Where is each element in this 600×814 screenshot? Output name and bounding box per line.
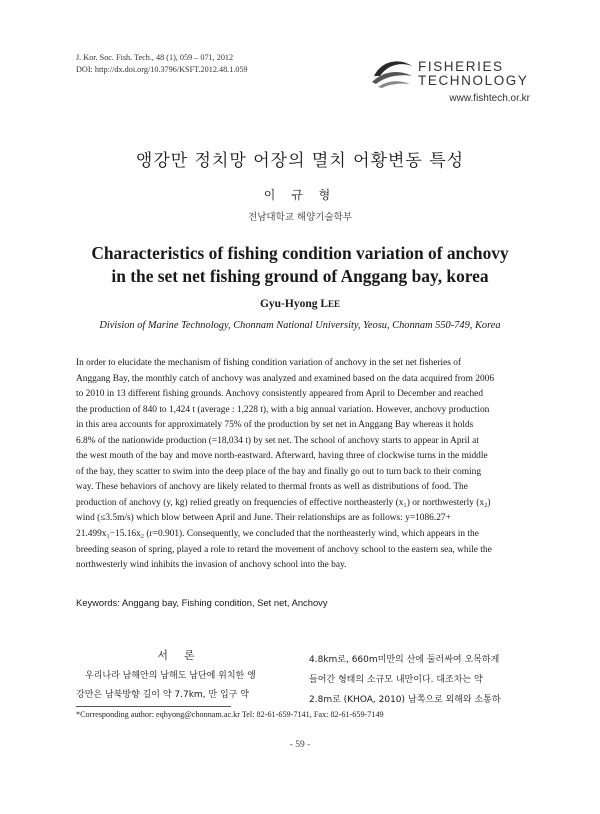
english-title-line-1: Characteristics of fishing condition variation of anchovy — [91, 243, 509, 263]
abstract-line: 6.8% of the nationwide production (=18,034 t) by set net. The school of anchovy starts to appear in April at — [76, 435, 479, 446]
author-family-initial: L — [320, 298, 329, 310]
abstract-line: Anggang Bay, the monthly catch of anchovy was analyzed and examined based on the data acquired from 2006 — [76, 373, 495, 384]
abstract — [76, 356, 525, 574]
english-title-line-2: in the set net fishing ground of Anggang bay, korea — [111, 266, 489, 286]
abstract-line: the west mouth of the bay and move north-eastward. Afterward, having three of clockwise turns in the middle — [76, 451, 488, 462]
english-affiliation: Division of Marine Technology, Chonnam National University, Yeosu, Chonnam 550-749, Korea — [99, 320, 501, 331]
journal-logo — [370, 54, 530, 110]
abstract-line: of the bay, they scatter to swim into the deep place of the bay and finally go out to turn back to their coming — [76, 466, 482, 477]
corresponding-author-footnote: *Corresponding author: eqhyong@chonnam.ac.kr Tel: 82-61-659-7141, Fax: 82-61-659-7149 — [76, 710, 384, 719]
keywords: Keywords: Anggang bay, Fishing condition, Set net, Anchovy — [76, 597, 328, 608]
journal-url[interactable]: www.fishtech.or.kr — [449, 93, 530, 104]
logo-line-2: TECHNOLOGY — [418, 73, 529, 88]
abstract-line: northwesterly wind inhibits the invasion of anchovy school into the bay. — [76, 560, 347, 571]
logo-line-1: FISHERIES — [418, 59, 504, 74]
korean-title: 앵강만 정치망 어장의 멸치 어황변동 특성 — [135, 151, 465, 171]
intro-paragraph-left — [76, 667, 292, 705]
intro-left-line: 우리나라 남해안의 남해도 남단에 위치한 앵 — [85, 671, 256, 681]
author-family-rest: EE — [328, 299, 341, 309]
abstract-line: wind (≤3.5m/s) which blow between April and June. Their relationships are as follows: y=1086.27+ — [76, 513, 451, 524]
abstract-line: In order to elucidate the mechanism of fishing condition variation of anchovy in the set net fisheries of — [76, 358, 462, 368]
intro-paragraph-right — [309, 650, 525, 710]
fish-wave-logo-icon — [370, 54, 414, 88]
korean-author: 이 규 형 — [263, 188, 337, 202]
english-title — [0, 242, 600, 288]
intro-right-column — [309, 650, 525, 710]
abstract-line: to 2010 in 13 different fishing grounds. Anchovy consistently appeared from April to December and reached — [76, 389, 484, 400]
intro-left-line: 강만은 남북방향 길이 약 7.7km, 만 입구 약 — [76, 690, 249, 700]
english-author — [0, 298, 600, 310]
logo-wordmark — [418, 60, 529, 88]
page-number: - 59 - — [289, 740, 311, 750]
journal-citation-block — [76, 52, 248, 75]
intro-right-line: 2.8m로 (KHOA, 2010) 남쪽으로 외해와 소통하 — [309, 695, 501, 705]
author-given-name: Gyu-Hyong — [259, 298, 321, 310]
journal-citation: J. Kor. Soc. Fish. Tech., 48 (1), 059 – 071, 2012 — [76, 53, 234, 62]
abstract-line: production of anchovy (y, kg) relied greatly on frequencies of effective northeasterly (x₁) or northwesterly (x₂) — [76, 497, 491, 508]
abstract-line: the production of 840 to 1,424 t (average : 1,228 t), with a big annual variation. However, anchovy production — [76, 404, 490, 415]
korean-affiliation: 전남대학교 해양기술학부 — [248, 212, 352, 223]
section-heading-introduction: 서론 — [157, 649, 211, 662]
abstract-line: in this area accounts for approximately 75% of the production by set net in Anggang Bay whereas it holds — [76, 420, 474, 431]
abstract-line: 21.499x₁−15.16x₂ (r=0.901). Consequently, we concluded that the northeasterly wind, which appears in the — [76, 529, 479, 540]
footnote-divider — [76, 706, 231, 707]
doi-link[interactable]: DOI: http://dx.doi.org/10.3796/KSFT.2012.48.1.059 — [76, 64, 248, 74]
intro-right-line: 4.8km로, 660m미만의 산에 둘러싸여 오목하게 — [309, 655, 500, 665]
intro-right-line: 들어간 형태의 소규모 내만이다. 대조차는 약 — [309, 675, 483, 685]
intro-left-column — [76, 647, 292, 705]
abstract-line: breeding season of spring, played a role to retard the movement of anchovy school to the eastern sea, while the — [76, 544, 492, 555]
abstract-line: way. These behaviors of anchovy are likely related to thermal fronts as well as distributions of food. The — [76, 482, 468, 493]
